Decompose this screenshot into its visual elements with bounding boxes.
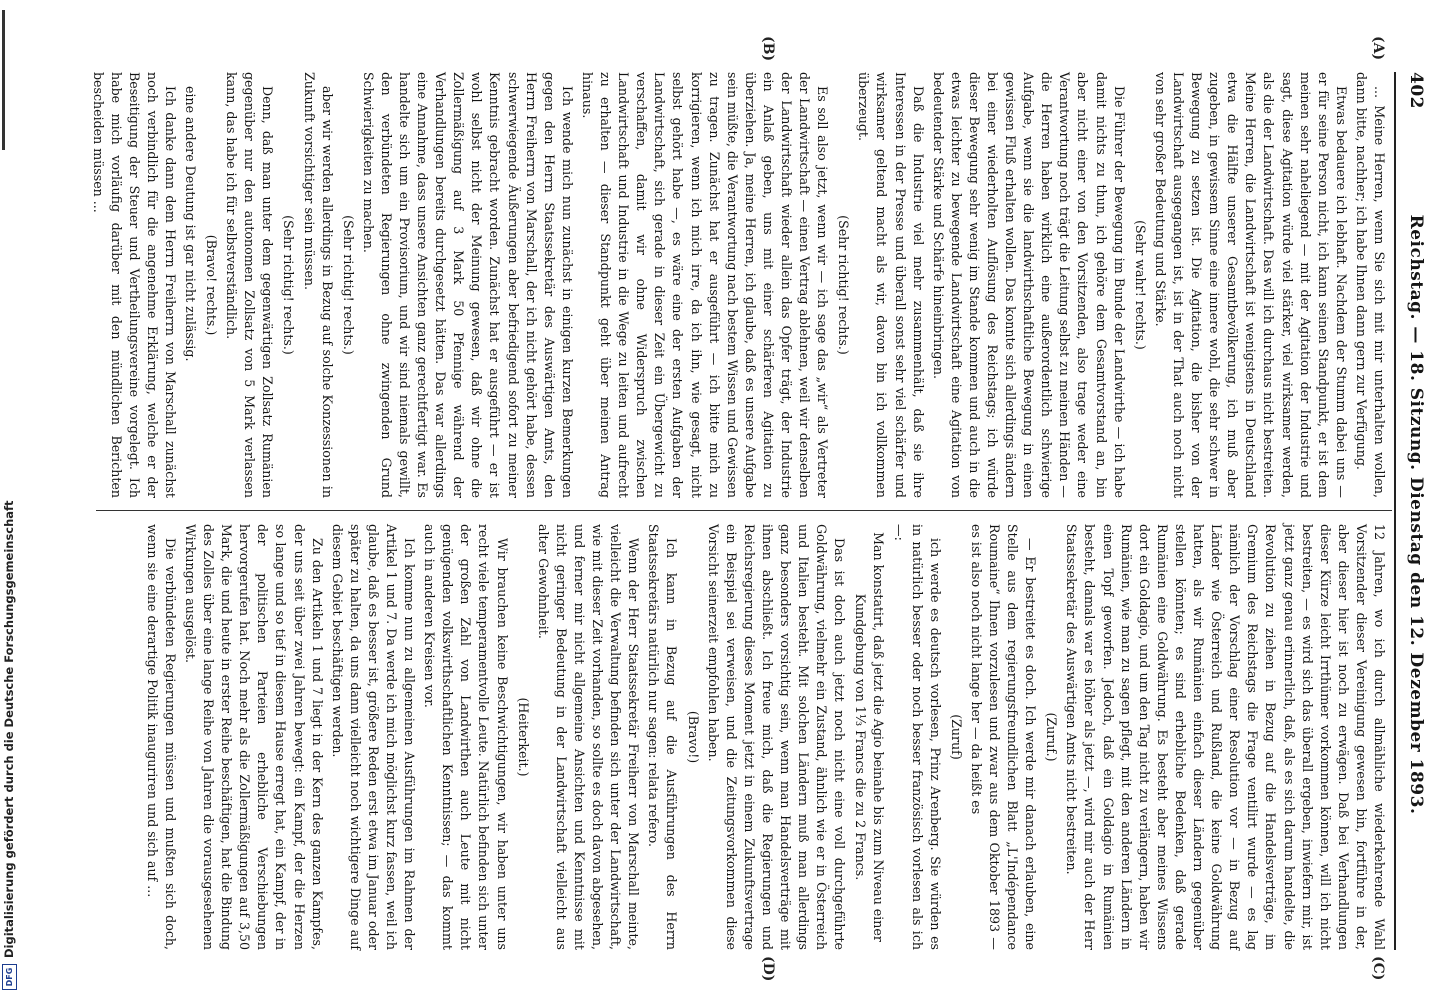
- paragraph: Wenn der Herr Staatssekretär Freiherr von Marschall meinte, vielleicht die Verwaltung befinden sich unter der Landwirtschaft, wie mit dieser Zeit vorhanden, so sollte es doch davon abgesehen, und ferner mir nicht allgemeine Ansichten und Kenntnisse mit nicht geringer Bedeutung in der Landwirtschaft vielleicht aus alter Gewohnheit.: [535, 524, 642, 950]
- paragraph: Die verbündeten Regierungen müssen und mußten sich doch, wenn sie eine derartige Politik inauguriren und sich auf ...: [144, 524, 178, 950]
- interjection: (Heiterkeit.): [515, 697, 531, 777]
- left-column: [90, 72, 1388, 498]
- paragraph: Das ist doch auch jetzt noch nicht eine voll durchgeführte Goldwährung, vielmehr ein Zustand, ähnlich wie er in Österreich und Italien besteht. Mit solchen Ländern muß man allerdings ganz besonders vorsichtig sein, wenn man Handelsverträge mit ihnen abschließt. Ich freue mich, daß die Regierungen und Reichsregierung dieses Moment jetzt in einem Zukunftsvertrage ein Beispiel sei verweisen, und die Zeitungsvorkommen diese Vorsicht seinerzeit empfohlen haben.: [705, 524, 848, 950]
- rotated-page-content: [66, 36, 1426, 982]
- paragraph: — Er bestreitet es doch. Ich werde mir danach erlauben, eine Stelle aus dem regierungsfreundlichen Blatt „L'Indépendance Roumaine“ Ihnen vorzulesen und zwar aus dem Oktober 1893 — es ist also noch nicht lange her — da heißt es: [968, 524, 1039, 950]
- interjection: Man konstatirt, daß jetzt die Agio beinahe bis zum Niveau einer Kundgebung von 1⅓ Francs die zu 2 Francs.: [853, 532, 887, 942]
- paragraph: Wir brauchen keine Beschwichtigungen, wir haben unter uns recht viele temperamentvolle Leute. Natürlich befinden sich unter der großen Zahl von Landwirthen auch Leute mit nicht genügenden volkswirthschaftlichen Kenntnissen; — das kommt auch in anderen Kreisen vor.: [422, 524, 510, 950]
- interjection: (Sehr richtig! rechts.): [340, 215, 356, 355]
- page-number: 402: [1406, 72, 1426, 109]
- margin-marker-c: (C): [1370, 956, 1386, 981]
- interjection: (Zuruf.): [1044, 712, 1060, 762]
- paragraph: Die Führer der Bewegung im Bunde der Landwirthe — ich habe damit nichts zu thun, ich gehöre dem Gesamtvorstand an, bin aber nicht einer von den Vorsitzenden, also trage weder eine Verantwortung noch trägt die Leitung selbst zu meinen Händen — die Herren haben wirklich eine außerordentlich schwierige Aufgabe, wenn sie die landwirthschaftliche Bewegung in einen gewissen Fluß erhalten wollen. Das konnte sich allerdings ändern bei einer wiederholten Auflösung des Reichstags; ich würde dieser Bewegung sehr wenig im Stande kommen und auch in die etwas leichter zu bewegende Landwirtschaft eine Agitation von bedeutender Stärke und Schärfe hineinbringen.: [930, 72, 1127, 498]
- paragraph: Ich kann in Bezug auf die Ausführungen des Herrn Staatssekretärs natürlich nur sagen: relata refero.: [646, 524, 680, 950]
- interjection: (Bravo!): [685, 710, 701, 764]
- paragraph: aber wir werden allerdings in Bezug auf solche Konzessionen in Zukunft vorsichtiger sein müssen.: [301, 72, 335, 498]
- margin-marker-d: (D): [760, 956, 776, 982]
- paragraph: ich werde es deutsch vorlesen, Prinz Arenberg. Sie würden es in natürlich besser oder noch besser französisch vorlesen als ich —:: [891, 524, 943, 950]
- interjection: (Sehr wahr! rechts.): [1132, 220, 1148, 350]
- running-title: Reichstag. — 18. Sitzung. Dienstag den 12. Dezember 1893.: [1406, 214, 1426, 815]
- interjection: (Sehr richtig! rechts.): [281, 215, 297, 355]
- paragraph: Ich komme nun zu allgemeinen Ausführungen im Rahmen der Artikel 1 und 7. Da werde ich mich möglichst kurz fassen, weil ich glaube, daß es besser ist, größere Reden erst etwa im Januar oder später zu halten, da uns dann vielleicht noch wichtigere Dinge auf diesem Gebiet beschäftigen werden.: [329, 524, 418, 950]
- paragraph: Denn, daß man unter dem gegenwärtigen Zollsatz Rumänien gegenüber nur den autonomen Zollsatz von 5 Mark verlassen kann, das habe ich für selbstverständlich.: [224, 72, 276, 498]
- digitization-credit: [0, 0, 18, 1000]
- credit-text: Digitalisierung gefördert durch die Deutsche Forschungsgemeinschaft: [2, 500, 16, 958]
- interjection: (Sehr richtig! rechts.): [836, 215, 852, 355]
- paragraph: Ich wende mich nun zunächst in einigen kurzen Bemerkungen gegen den Herrn Staatssekretär des Auswärtigen Amts, den Herrn Freiherrn von Marschall, der ich nicht gehört habe, dessen schwerwiegende Äußerungen aber befriedigend sofort zu meiner Kenntnis gebracht worden. Zunächst hat er ausgeführt — er ist wohl selbst nicht der Meinung gewesen, daß wir ohne die Zollermäßigung auf 3 Mark 50 Pfennige während der Verhandlungen bereits durchgesetzt hätten. Das war allerdings eine Annahme, dass unsere Ansichten ganz gerechtfertigt war. Es handelte sich um ein Provisorium, und wir sind niemals gewillt, den verbündeten Regierungen ohne zwingenden Grund Schwierigkeiten zu machen.: [360, 72, 575, 498]
- paragraph: Zu den Artikeln 1 und 7 liegt in der Kern des ganzen Kampfes, der uns seit über zwei Jahren bewegt: ein Kampf, der die Herzen so lange und so tief in diesem Hause erregt hat, ein Kampf, der in der politischen Parteien erhebliche Verschiebungen hervorgerufen hat. Noch mehr als die Zollermäßigungen auf 3,50 Mark, die und heute in erster Reihe beschäftigen, hat die Bindung des Zolles über eine lange Reihe von Jahren die vorausgesehenen Wirkungen ausgelöst.: [183, 524, 325, 950]
- right-column: [98, 524, 1388, 950]
- paragraph: eine andere Deutung ist gar nicht zulässig.: [183, 86, 198, 362]
- paragraph: Ich danke dann dem Herrn Freiherrn von Marschall zunächst noch verbindlich für die angenehme Erklärung, welche er der Beseitigung der Steuer und Vertheilungsvereine vorgelegt. Ich habe mich vorläufig darüber mit den mündlichen Berichten bescheiden müssen ...: [90, 72, 178, 498]
- paragraph: 12 Jahren, wo ich durch allmähliche wiederkehrende Wahl Vorsitzender dieser Vereinigung gewesen bin, fortführe in der, aber dieser hier ist noch zu erwägen. Daß bei Verhandlungen dieser Kürze leicht Irrthümer vorkommen können, will ich nicht bestreiten, — es wird sich das überall ergeben, inwiefern mir, ist jetzt ganz genau erinnerlich, daß, als es sich darum handelte, die Revolution zu ziehen in Bezug auf die Handelsverträge, im Gremium des Reichstags die Frage ventilirt wurde — es lag nämlich der Vorschlag einer Resolution vor — in Bezug auf Länder wie Österreich und Rußland, die keine Goldwährung hatten, als wir Rumänien einfach dieser Ländern gegenüber stellen könnten; es sind erhebliche Bedenken, daß gerade Rumänien eine Goldwährung. Es besteht aber meines Wissens dort ein Goldagio, und um den Tag nicht zu verlängern, haben wir Rumänien, wie man zu sagen pflegt, mit den anderen Ländern in einen Topf geworfen. Jedoch, daß ein Goldagio in Rumänien besteht, damals war es höher als jetzt —, wird mir auch der Herr Staatssekretär des Auswärtigen Amts nicht bestreiten.: [1064, 524, 1387, 950]
- paragraph: ... Meine Herren, wenn Sie sich mit mir unterhalten wollen, dann bitte, nachher; ich habe Ihnen dann gern zur Verfügung.: [1353, 72, 1387, 498]
- page-header: [1396, 72, 1426, 950]
- header-rule: [1394, 72, 1396, 950]
- paragraph: Etwas bedauere ich lebhaft. Nachdem der Stumm dabei uns — er für seine Person nicht, ich kann seinen Standpunkt, er ist dem meinen sehr naheliegend — mit der Agitation der Industrie und sagt, diese Agitation würde viel stärker, viel wirksamer werden, als die der Landwirtschaft. Das will ich durchaus nicht bestreiten. Meine Herren, die Landwirtschaft ist wenigstens in Deutschland etwa die Hälfte unserer Gesamtbevölkerung, ich muß aber zugeben, in gewissem Sinne eine innere wohl, die sehr schwer in Bewegung zu setzen ist. Die Agitation, die bisher von der Landwirtschaft ausgegangen ist, ist in der That auch noch nicht von sehr großer Bedeutung und Stärke.: [1152, 72, 1349, 498]
- interjection: (Zuruf): [948, 714, 964, 760]
- paragraph: Daß die Industrie viel mehr zusammenhält, daß sie ihre Interessen in der Presse und überall sonst sehr viel schärfer und wirksamer geltend macht als wir, davon bin ich vollkommen überzeugt.: [856, 72, 926, 498]
- interjection: (Bravo! rechts.): [204, 234, 220, 336]
- dfg-logo: DFG: [2, 964, 17, 990]
- margin-marker-b: (B): [760, 36, 776, 62]
- paragraph: Es soll also jetzt, wenn wir — ich sage das „wir“ als Vertreter der Landwirtschaft — einen Vertrag ablehnen, weil wir denselben der Landwirtschaft wieder allein das Opfer trägt, der Industrie ein Anlaß geben, uns mit einer schärferen Agitation zu überziehen. Ja, meine Herren, ich glaube, daß es unsere Aufgabe sein müßte, die Verantwortung nach bestem Wissen und Gewissen zu tragen. Zunächst hat er ausgeführt — ich bitte mich zu korrigieren, wenn ich mich irre, da ich ihn, wie gesagt, nicht selbst gehört habe —, es wäre eine der ersten Aufgaben der Landwirtschaft, sich gerade in dieser Zeit ein Übergewicht zu verschaffen, damit wir ohne Widerspruch zwischen Landwirtschaft und Industrie in die Wege zu leiten und aufrecht zu erhalten — dieser Standpunkt geht über meinen Antrag hinaus.: [579, 72, 831, 498]
- margin-marker-a: (A): [1370, 36, 1386, 61]
- column-divider: [96, 510, 1392, 511]
